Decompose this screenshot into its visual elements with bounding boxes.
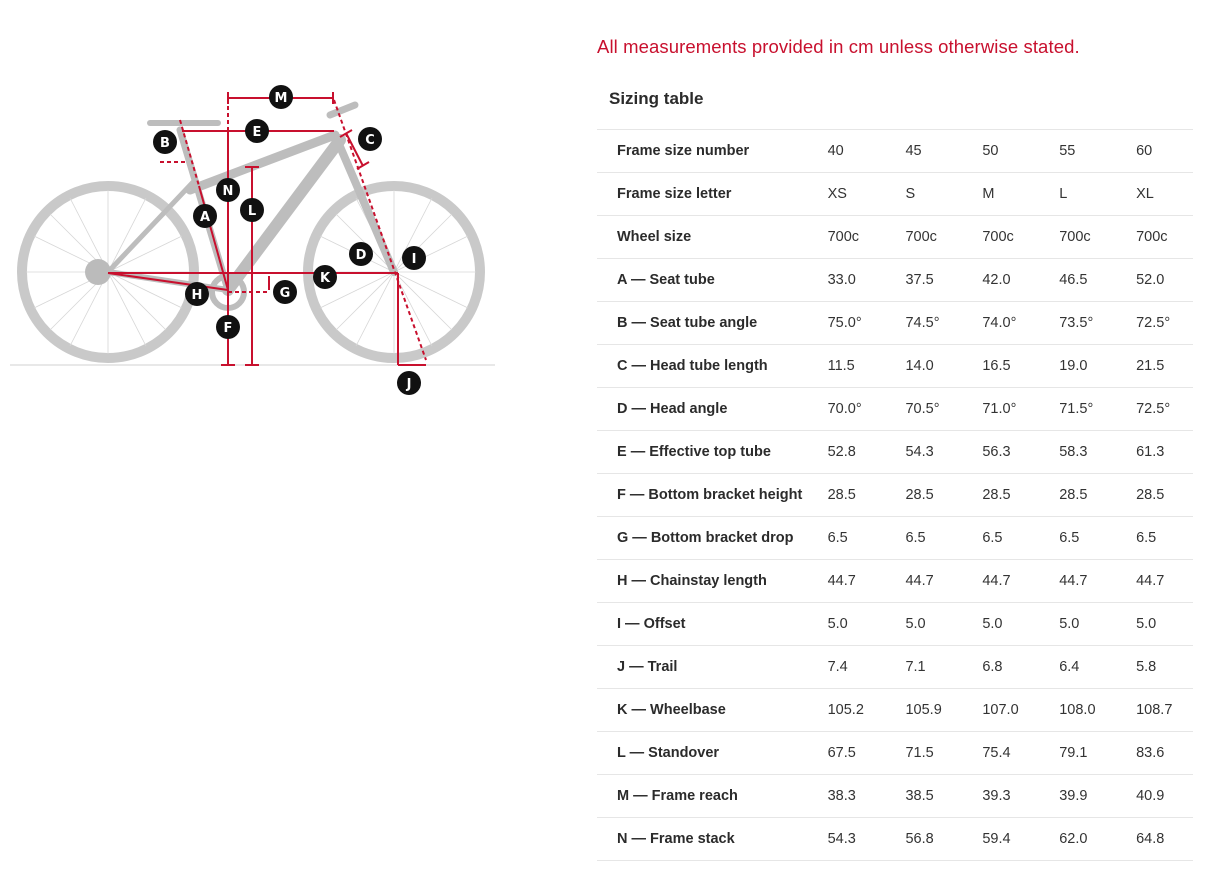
table-cell: 44.7 <box>1059 573 1088 589</box>
table-cell: 54.3 <box>827 831 856 847</box>
table-cell: 5.8 <box>1136 659 1157 675</box>
row-label: M — Frame reach <box>617 788 738 804</box>
table-cell: 71.5° <box>1059 401 1094 417</box>
table-cell: 6.5 <box>1059 530 1080 546</box>
table-cell: 5.0 <box>827 616 848 632</box>
svg-text:I: I <box>411 252 417 267</box>
svg-text:J: J <box>406 377 412 392</box>
marker-d <box>349 242 373 266</box>
table-cell: 62.0 <box>1059 831 1088 847</box>
table-cell: 75.0° <box>827 315 862 331</box>
svg-text:H: H <box>191 288 203 303</box>
table-cell: 6.4 <box>1059 659 1080 675</box>
table-cell: 58.3 <box>1059 444 1088 460</box>
marker-c <box>358 127 382 151</box>
table-cell: 700c <box>982 229 1014 245</box>
table-row <box>597 302 1193 345</box>
table-cell: 70.0° <box>827 401 862 417</box>
row-label: B — Seat tube angle <box>617 315 758 331</box>
table-cell: 108.7 <box>1136 702 1173 718</box>
marker-a <box>193 204 217 228</box>
table-row <box>597 173 1193 216</box>
table-cell: 72.5° <box>1136 401 1171 417</box>
table-cell: 6.5 <box>827 530 848 546</box>
table-cell: 75.4 <box>982 745 1011 761</box>
marker-h <box>185 282 209 306</box>
table-cell: 105.9 <box>905 702 942 718</box>
marker-j <box>397 371 421 395</box>
row-label: Wheel size <box>617 229 692 245</box>
table-cell: 56.3 <box>982 444 1011 460</box>
table-cell: 64.8 <box>1136 831 1165 847</box>
marker-n <box>216 178 240 202</box>
marker-m <box>269 85 293 109</box>
table-cell: 44.7 <box>905 573 934 589</box>
table-cell: 74.0° <box>982 315 1017 331</box>
marker-k <box>313 265 337 289</box>
table-cell: 40.9 <box>1136 788 1165 804</box>
table-cell: 7.4 <box>827 659 848 675</box>
svg-text:K: K <box>319 271 331 286</box>
table-row <box>597 216 1193 259</box>
row-label: K — Wheelbase <box>617 702 726 718</box>
sizing-table <box>597 129 1193 861</box>
row-label: Frame size number <box>617 143 750 159</box>
table-cell: 21.5 <box>1136 358 1165 374</box>
table-row <box>597 345 1193 388</box>
marker-l <box>240 198 264 222</box>
table-cell: 108.0 <box>1059 702 1096 718</box>
table-cell: 105.2 <box>827 702 864 718</box>
table-row <box>597 689 1193 732</box>
table-cell: 44.7 <box>982 573 1011 589</box>
table-cell: 5.0 <box>905 616 926 632</box>
table-cell: 6.5 <box>905 530 926 546</box>
table-cell: M <box>982 186 995 202</box>
svg-text:B: B <box>160 136 170 151</box>
table-row <box>597 259 1193 302</box>
table-cell: 71.0° <box>982 401 1017 417</box>
bike-geometry-diagram <box>0 70 500 410</box>
table-cell: 71.5 <box>905 745 934 761</box>
row-label: F — Bottom bracket height <box>617 487 803 503</box>
row-label: G — Bottom bracket drop <box>617 530 794 546</box>
table-cell: 52.0 <box>1136 272 1165 288</box>
marker-i <box>402 246 426 270</box>
table-cell: 700c <box>905 229 937 245</box>
table-cell: 44.7 <box>1136 573 1165 589</box>
table-cell: 7.1 <box>905 659 926 675</box>
table-cell: 52.8 <box>827 444 856 460</box>
table-cell: 56.8 <box>905 831 934 847</box>
table-cell: XL <box>1136 186 1154 202</box>
table-cell: 38.3 <box>827 788 856 804</box>
svg-text:E: E <box>252 125 262 140</box>
row-label: I — Offset <box>617 616 686 632</box>
table-cell: 46.5 <box>1059 272 1088 288</box>
table-cell: 700c <box>1059 229 1091 245</box>
table-cell: 28.5 <box>1136 487 1165 503</box>
table-cell: 107.0 <box>982 702 1019 718</box>
row-label: D — Head angle <box>617 401 728 417</box>
table-cell: 42.0 <box>982 272 1011 288</box>
row-label: J — Trail <box>617 659 678 675</box>
table-row <box>597 646 1193 689</box>
svg-text:A: A <box>199 210 211 225</box>
table-row <box>597 775 1193 818</box>
table-cell: 44.7 <box>827 573 856 589</box>
table-cell: 83.6 <box>1136 745 1165 761</box>
table-cell: 50 <box>982 143 999 159</box>
table-cell: 38.5 <box>905 788 934 804</box>
row-label: N — Frame stack <box>617 831 735 847</box>
row-label: H — Chainstay length <box>617 573 767 589</box>
table-cell: 40 <box>827 143 844 159</box>
table-cell: 28.5 <box>982 487 1011 503</box>
table-cell: 28.5 <box>827 487 856 503</box>
table-cell: 72.5° <box>1136 315 1171 331</box>
table-cell: 55 <box>1059 143 1076 159</box>
table-row <box>597 603 1193 646</box>
table-row <box>597 732 1193 775</box>
table-row <box>597 818 1193 861</box>
table-cell: 45 <box>905 143 922 159</box>
marker-g <box>273 280 297 304</box>
table-cell: 73.5° <box>1059 315 1094 331</box>
table-cell: 74.5° <box>905 315 940 331</box>
table-cell: L <box>1059 186 1068 202</box>
table-row <box>597 431 1193 474</box>
table-cell: 700c <box>827 229 860 245</box>
table-row <box>597 517 1193 560</box>
table-row <box>597 388 1193 431</box>
table-cell: 70.5° <box>905 401 940 417</box>
table-row <box>597 560 1193 603</box>
marker-f <box>216 315 240 339</box>
table-cell: 54.3 <box>905 444 934 460</box>
table-cell: 33.0 <box>827 272 856 288</box>
table-cell: 39.9 <box>1059 788 1088 804</box>
table-cell: XS <box>827 186 847 202</box>
svg-text:M: M <box>274 91 288 106</box>
table-cell: 16.5 <box>982 358 1011 374</box>
row-label: Frame size letter <box>617 186 732 202</box>
row-label: C — Head tube length <box>617 358 768 374</box>
marker-e <box>245 119 269 143</box>
svg-text:N: N <box>222 184 234 199</box>
svg-text:D: D <box>355 248 367 263</box>
row-label: E — Effective top tube <box>617 444 771 460</box>
svg-text:L: L <box>247 204 257 219</box>
table-cell: 5.0 <box>1136 616 1157 632</box>
table-row <box>597 474 1193 517</box>
row-label: A — Seat tube <box>617 272 715 288</box>
table-cell: 79.1 <box>1059 745 1088 761</box>
table-cell: 28.5 <box>905 487 934 503</box>
svg-text:G: G <box>279 286 291 301</box>
table-cell: 700c <box>1136 229 1168 245</box>
table-cell: 6.5 <box>1136 530 1157 546</box>
table-cell: S <box>905 186 916 202</box>
units-note: All measurements provided in cm unless otherwise stated. <box>597 36 1080 57</box>
table-cell: 5.0 <box>982 616 1003 632</box>
table-cell: 67.5 <box>827 745 856 761</box>
table-cell: 6.8 <box>982 659 1003 675</box>
table-cell: 19.0 <box>1059 358 1088 374</box>
table-title: Sizing table <box>609 89 704 108</box>
table-cell: 6.5 <box>982 530 1003 546</box>
table-cell: 61.3 <box>1136 444 1165 460</box>
table-cell: 60 <box>1136 143 1153 159</box>
table-cell: 11.5 <box>827 358 855 374</box>
table-cell: 5.0 <box>1059 616 1080 632</box>
table-cell: 37.5 <box>905 272 934 288</box>
table-row <box>597 130 1193 173</box>
marker-b <box>153 130 177 154</box>
table-cell: 14.0 <box>905 358 934 374</box>
row-label: L — Standover <box>617 745 720 761</box>
table-cell: 28.5 <box>1059 487 1088 503</box>
svg-text:C: C <box>365 133 375 148</box>
svg-text:F: F <box>223 321 233 336</box>
table-cell: 39.3 <box>982 788 1011 804</box>
table-cell: 59.4 <box>982 831 1011 847</box>
